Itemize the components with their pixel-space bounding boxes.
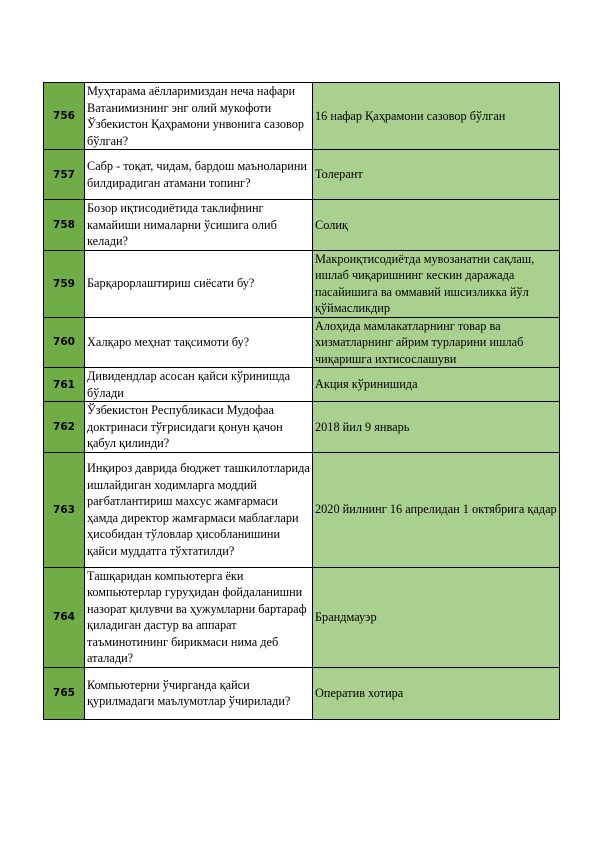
table-row [44, 150, 560, 200]
table-row [44, 667, 560, 719]
answer-cell: Солиқ [313, 200, 560, 251]
answer-cell: Брандмауэр [313, 567, 560, 667]
row-number: 759 [44, 250, 85, 317]
question-cell: Барқарорлаштириш сиёсати бу? [85, 250, 313, 317]
row-number: 762 [44, 402, 85, 453]
row-number: 757 [44, 150, 85, 200]
answer-cell: 2020 йилнинг 16 апрелидан 1 октябрига қадар [313, 452, 560, 567]
row-number: 764 [44, 567, 85, 667]
question-cell: Ташқаридан компьютерга ёки компьютерлар гуруҳидан фойдаланишни назорат қилувчи ва ҳужумларни бартараф қиладиган дастур ва аппарат таъминотининг бирикмаси нима деб аталади? [85, 567, 313, 667]
table-row [44, 402, 560, 453]
answer-cell: Макроиқтисодиётда мувозанатни сақлаш, ишлаб чиқаришнинг кескин даражада пасайишига ва оммавий ишсизликка йўл қўймасликдир [313, 250, 560, 317]
row-number: 763 [44, 452, 85, 567]
row-number: 758 [44, 200, 85, 251]
table-row [44, 83, 560, 150]
question-cell: Компьютерни ўчирганда қайси қурилмадаги маълумотлар ўчирилади? [85, 667, 313, 719]
table-row [44, 452, 560, 567]
row-number: 761 [44, 368, 85, 402]
answer-cell: Толерант [313, 150, 560, 200]
table-row [44, 368, 560, 402]
qa-table [43, 82, 560, 720]
answer-cell: Оператив хотира [313, 667, 560, 719]
answer-cell: Алоҳида мамлакатларнинг товар ва хизматларнинг айрим турларини ишлаб чиқаришга ихтисослашуви [313, 317, 560, 368]
question-cell: Дивидендлар асосан қайси кўринишда бўлади [85, 368, 313, 402]
question-cell: Бозор иқтисодиётида таклифнинг камайиши нималарни ўсишига олиб келади? [85, 200, 313, 251]
answer-cell: 2018 йил 9 январь [313, 402, 560, 453]
table-row [44, 317, 560, 368]
question-cell: Халқаро меҳнат тақсимоти бу? [85, 317, 313, 368]
question-cell: Сабр - тоқат, чидам, бардош маъноларини билдирадиган атамани топинг? [85, 150, 313, 200]
row-number: 760 [44, 317, 85, 368]
answer-cell: 16 нафар Қаҳрамони сазовор бўлган [313, 83, 560, 150]
question-cell: Муҳтарама аёлларимиздан неча нафари Ватанимизнинг энг олий мукофоти Ўзбекистон Қаҳрамони унвонига сазовор бўлган? [85, 83, 313, 150]
question-cell: Инқироз даврида бюджет ташкилотларида ишлайдиган ходимларга моддий рағбатлантириш махсус жамғармаси ҳамда директор жамғармаси маблағлари ҳисобидан тўловлар ҳисобланишини қайси муддатга тўхтатилди? [85, 452, 313, 567]
table-row [44, 200, 560, 251]
table-row [44, 567, 560, 667]
row-number: 756 [44, 83, 85, 150]
question-cell: Ўзбекистон Республикаси Мудофаа доктринаси тўғрисидаги қонун қачон қабул қилинди? [85, 402, 313, 453]
answer-cell: Акция кўринишида [313, 368, 560, 402]
table-row [44, 250, 560, 317]
row-number: 765 [44, 667, 85, 719]
